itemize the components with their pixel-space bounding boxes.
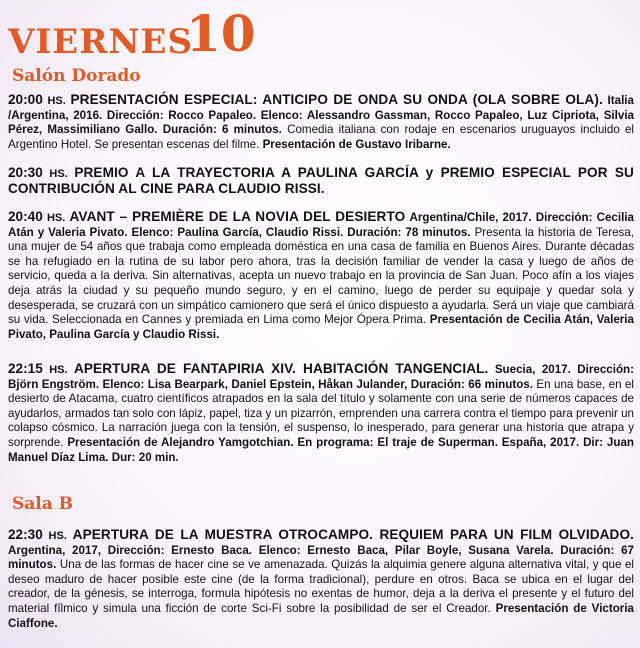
- entry-presentation: Presentación de Victoria Ciaffone.: [8, 601, 634, 630]
- day-number: 10: [186, 4, 256, 63]
- entry-time: 20:00: [8, 92, 43, 107]
- entry-title: AVANT – PREMIÈRE DE LA NOVIA DEL DESIERTO: [69, 209, 406, 224]
- entry-description: En una base, en el desierto de Atacama, cuatro científicos atrapados en la sala del título y solamente con una serie de números capaces de ayudarlos, armados tan solo con lápiz, papel, tiza y un pizarrón, emprenden una carrera contra el tiempo para prevenir un colapso cósmico. La narración juega con la tensión, el suspenso, lo inesperado, para generar una historia que atrapa y sorprende.: [8, 377, 634, 449]
- entry-title: PREMIO A LA TRAYECTORIA A PAULINA GARCÍA y PREMIO ESPECIAL POR SU CONTRIBUCIÓN AL CINE PARA CLAUDIO RISSI.: [8, 165, 634, 196]
- entry-time: 20:30: [8, 165, 43, 180]
- entry-hs: HS.: [47, 95, 66, 107]
- entry-presentation: Presentación de Gustavo Iribarne.: [262, 137, 451, 151]
- day-name: VIERNES: [8, 22, 194, 62]
- venue-title: Salón Dorado: [12, 66, 141, 86]
- schedule-entry: [8, 528, 634, 631]
- entry-hs: HS.: [46, 212, 66, 224]
- entry-presentation: Presentación de Alejandro Yamgotchian. En programa: El traje de Superman. España, 2017. Dir: Juan Manuel Díaz Lima. Dur: 20 min.: [8, 435, 634, 464]
- schedule-entry: [8, 93, 634, 152]
- entry-title: PRESENTACIÓN ESPECIAL: ANTICIPO DE ONDA SU ONDA (OLA SOBRE OLA).: [70, 92, 603, 107]
- entry-hs: HS.: [48, 530, 67, 542]
- entry-title: APERTURA DE LA MUESTRA OTROCAMPO. REQUIEM PARA UN FILM OLVIDADO.: [72, 527, 634, 542]
- entry-description: Comedia italiana con rodaje en escenarios uruguayos incluido el Argentino Hotel. Se presentan escenas del filme.: [8, 123, 634, 151]
- entry-meta: Argentina, 2017, Dirección: Ernesto Baca. Elenco: Ernesto Baca, Pilar Boyle, Susana Varela. Duración: 67 minutos.: [8, 543, 634, 572]
- entry-title: APERTURA DE FANTAPIRIA XIV. HABITACIÓN TANGENCIAL.: [73, 361, 489, 376]
- entry-time: 20:40: [8, 209, 43, 224]
- entry-hs: HS.: [49, 364, 68, 376]
- entry-presentation: Presentación de Cecilia Atán, Valeria Pivato, Paulina García y Claudio Rissi.: [8, 313, 634, 341]
- entry-time: 22:30: [8, 527, 43, 542]
- entry-hs: HS.: [49, 168, 68, 180]
- schedule-entry: [8, 362, 634, 465]
- entry-description: Una de las formas de hacer cine se ve amenazada. Quizás la alquimia genere alguna alternativa vital, y que el deseo maduro de hacer posible este cine (de la forma tradicional), perdure en otros. Baca se ubica en el lugar del creador, de la génesis, se interroga, formula hipótesis no exentas de humor, deja a la deriva el presente y el futuro del material fílmico y simula una ficción de corte Sci-Fi sobre la posibilidad de ser el Creador.: [8, 558, 634, 615]
- entry-time: 22:15: [8, 361, 43, 376]
- entry-description: Presenta la historia de Teresa, una mujer de 54 años que trabaja como empleada doméstica en una casa de familia en Buenos Aires. Durante décadas se ha refugiado en la rutina de su labor pero ahora, tras la decisión familiar de vender la casa y luego de años de servicio, queda a la deriva. Sin alternativas, acepta un nuevo trabajo en la provincia de San Juan. Poco afín a los viajes deja atrás la ciudad y su pequeño mundo seguro, y en el camino, luego de perder su equipaje y quedar sola y desesperada, se cruzará con un simpático camionero que será el único dispuesto a ayudarla. Será un viaje que cambiará su vida. Seleccionada en Cannes y premiada en Lima como Mejor Ópera Prima.: [8, 225, 634, 327]
- entry-meta: Argentina/Chile, 2017. Dirección: Cecilia Atán y Valeria Pivato. Elenco: Paulina García, Claudio Rissi. Duración: 78 minutos.: [8, 211, 634, 239]
- schedule-entry: [8, 210, 634, 342]
- venue-title: Sala B: [12, 494, 74, 514]
- schedule-entry: [8, 166, 634, 197]
- entry-meta: Italia /Argentina, 2016. Dirección: Rocco Papaleo. Elenco: Alessandro Gassman, Rocco Papaleo, Luz Cipriota, Silvia Pérez, Massimiliano Gallo. Duración: 6 minutos.: [8, 94, 634, 137]
- entry-meta: Suecia, 2017. Dirección: Björn Engström. Elenco: Lisa Bearpark, Daniel Epstein, Håkan Julander, Duración: 66 minutos.: [8, 363, 634, 391]
